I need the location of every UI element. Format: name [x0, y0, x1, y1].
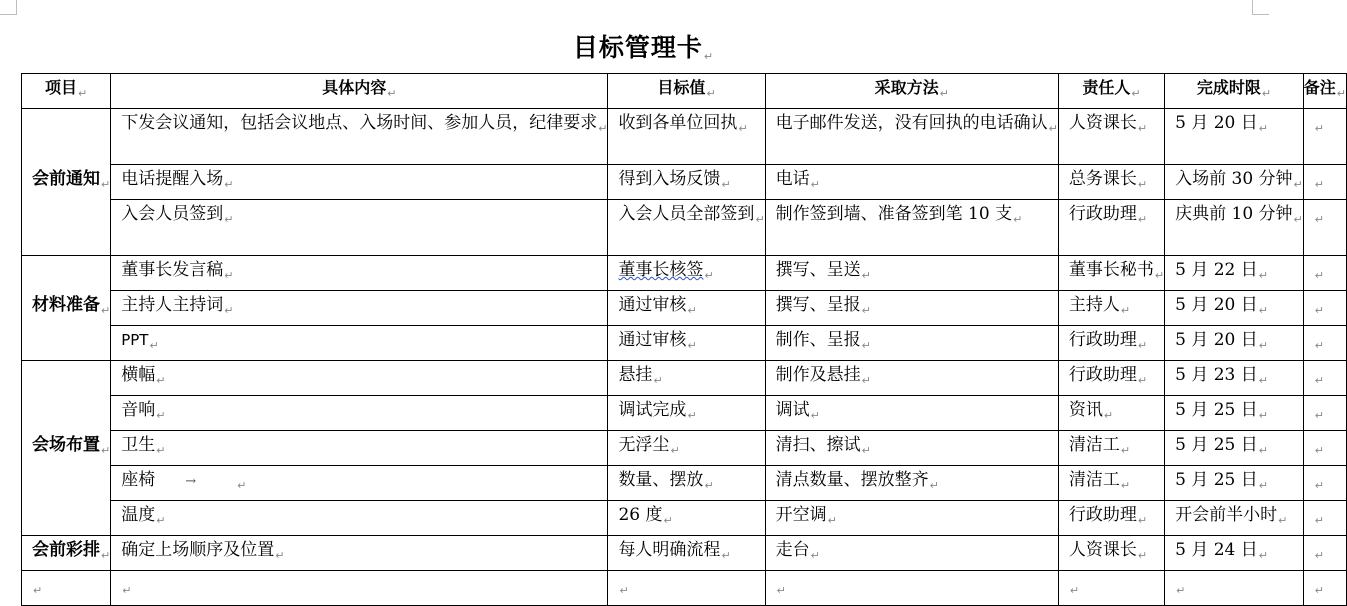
table-cell: 5 月 25 日$_↵$ — [1165, 396, 1304, 431]
table-cell: 开会前半小时$_↵$ — [1165, 501, 1304, 536]
table-cell: 通过审核$_↵$ — [608, 291, 765, 326]
table-cell: 主持人主持词$_↵$ — [111, 291, 608, 326]
table-cell: 得到入场反馈$_↵$ — [608, 165, 765, 200]
table-cell: 行政助理$_↵$ — [1058, 326, 1164, 361]
paragraph-mark-icon: ↵ — [703, 50, 715, 63]
document-title: 目标管理卡↵ — [572, 33, 715, 63]
table-cell: 26 度$_↵$ — [608, 501, 765, 536]
table-row — [22, 396, 1347, 431]
table-cell: 董事长发言稿$_↵$ — [111, 256, 608, 291]
table-cell: 行政助理$_↵$ — [1058, 501, 1164, 536]
table-cell: 庆典前 10 分钟$_↵$ — [1165, 200, 1304, 256]
header-cell: 责任人$_↵$ — [1058, 74, 1164, 109]
table-cell: 电子邮件发送，没有回执的电话确认$_↵$ — [765, 109, 1058, 165]
table-cell: 入会人员签到$_↵$ — [111, 200, 608, 256]
table-row — [22, 165, 1347, 200]
table-cell: 行政助理$_↵$ — [1058, 361, 1164, 396]
table-cell: ↵ — [22, 571, 111, 606]
table-row — [22, 466, 1347, 501]
table-cell: ↵ — [1303, 165, 1346, 200]
goal-management-table — [21, 73, 1347, 606]
table-cell: 无浮尘$_↵$ — [608, 431, 765, 466]
table-cell: 清洁工$_↵$ — [1058, 466, 1164, 501]
table-cell: ↵ — [111, 571, 608, 606]
tab-arrow-icon: → — [185, 474, 197, 489]
table-cell: 5 月 20 日$_↵$ — [1165, 109, 1304, 165]
table-cell: 5 月 24 日$_↵$ — [1165, 536, 1304, 571]
table-cell: 制作签到墙、准备签到笔 10 支$_↵$ — [765, 200, 1058, 256]
table-cell: 入场前 30 分钟$_↵$ — [1165, 165, 1304, 200]
table-cell: 温度$_↵$ — [111, 501, 608, 536]
section-label: 会前彩排$_↵$ — [22, 536, 111, 571]
table-cell: ↵ — [1303, 536, 1346, 571]
table-cell: 卫生$_↵$ — [111, 431, 608, 466]
header-cell: 项目$_↵$ — [22, 74, 111, 109]
table-cell: ↵ — [1303, 466, 1346, 501]
table-cell: 5 月 20 日$_↵$ — [1165, 326, 1304, 361]
table-cell: 人资课长$_↵$ — [1058, 109, 1164, 165]
table-row — [22, 109, 1347, 165]
table-cell: 制作及悬挂$_↵$ — [765, 361, 1058, 396]
table-cell: 人资课长$_↵$ — [1058, 536, 1164, 571]
table-cell: 清点数量、摆放整齐$_↵$ — [765, 466, 1058, 501]
table-cell: 数量、摆放$_↵$ — [608, 466, 765, 501]
table-cell: ↵ — [1303, 200, 1346, 256]
table-cell: ↵ — [1303, 361, 1346, 396]
table-cell: ↵ — [1303, 571, 1346, 606]
table-cell: ↵ — [1303, 396, 1346, 431]
table-cell: ↵ — [1165, 571, 1304, 606]
header-cell: 备注$_↵$ — [1303, 74, 1346, 109]
table-cell: 董事长秘书$_↵$ — [1058, 256, 1164, 291]
table-row — [22, 326, 1347, 361]
table-cell: 下发会议通知，包括会议地点、入场时间、参加人员，纪律要求$_↵$ — [111, 109, 608, 165]
table-cell: 电话提醒入场$_↵$ — [111, 165, 608, 200]
header-cell: 采取方法$_↵$ — [765, 74, 1058, 109]
spellcheck-underlined-text: 董事长核签 — [618, 260, 704, 280]
table-cell: ↵ — [1303, 256, 1346, 291]
table-cell: 调试完成$_↵$ — [608, 396, 765, 431]
header-cell: 目标值$_↵$ — [608, 74, 765, 109]
table-cell: 通过审核$_↵$ — [608, 326, 765, 361]
header-cell: 完成时限$_↵$ — [1165, 74, 1304, 109]
table-cell: ↵ — [765, 571, 1058, 606]
table-cell: 清洁工$_↵$ — [1058, 431, 1164, 466]
table-row — [22, 291, 1347, 326]
table-cell: 每人明确流程$_↵$ — [608, 536, 765, 571]
table-cell: ↵ — [1303, 326, 1346, 361]
section-label: 材料准备$_↵$ — [22, 256, 111, 361]
table-cell: 确定上场顺序及位置$_↵$ — [111, 536, 608, 571]
table-cell: 主持人$_↵$ — [1058, 291, 1164, 326]
table-cell: 总务课长$_↵$ — [1058, 165, 1164, 200]
table-cell: ↵ — [608, 571, 765, 606]
table-row — [22, 361, 1347, 396]
table-row — [22, 536, 1347, 571]
table-cell: 5 月 23 日$_↵$ — [1165, 361, 1304, 396]
table-cell: ↵ — [1303, 431, 1346, 466]
table-cell: 横幅$_↵$ — [111, 361, 608, 396]
table-row — [22, 431, 1347, 466]
table-cell: 悬挂$_↵$ — [608, 361, 765, 396]
header-row — [22, 74, 1347, 109]
table-cell: 电话$_↵$ — [765, 165, 1058, 200]
table-cell: 5 月 22 日$_↵$ — [1165, 256, 1304, 291]
table-cell: 撰写、呈送$_↵$ — [765, 256, 1058, 291]
table-cell: 座椅 → $_↵$ — [111, 466, 608, 501]
table-cell: 入会人员全部签到$_↵$ — [608, 200, 765, 256]
table-cell: 清扫、擦试$_↵$ — [765, 431, 1058, 466]
table-cell: 走台$_↵$ — [765, 536, 1058, 571]
table-cell: 5 月 25 日$_↵$ — [1165, 466, 1304, 501]
table-cell: ↵ — [1303, 291, 1346, 326]
table-cell: 制作、呈报$_↵$ — [765, 326, 1058, 361]
table-cell: ↵ — [1303, 109, 1346, 165]
table-row-empty — [22, 571, 1347, 606]
table-cell: 5 月 20 日$_↵$ — [1165, 291, 1304, 326]
table-cell: 开空调$_↵$ — [765, 501, 1058, 536]
table-cell: $PPT_↵$ — [111, 326, 608, 361]
table-cell: 董事长核签$_↵$ — [608, 256, 765, 291]
table-row — [22, 501, 1347, 536]
table-cell: ↵ — [1303, 501, 1346, 536]
table-row — [22, 200, 1347, 256]
table-cell: ↵ — [1058, 571, 1164, 606]
section-label: 会场布置$_↵$ — [22, 361, 111, 536]
crop-mark-top-right — [1252, 0, 1269, 15]
table-row — [22, 256, 1347, 291]
table-cell: 撰写、呈报$_↵$ — [765, 291, 1058, 326]
table-cell: 行政助理$_↵$ — [1058, 200, 1164, 256]
crop-mark-top-left — [0, 0, 17, 15]
table-cell: 5 月 25 日$_↵$ — [1165, 431, 1304, 466]
table-cell: 收到各单位回执$_↵$ — [608, 109, 765, 165]
table-cell: 调试$_↵$ — [765, 396, 1058, 431]
section-label: 会前通知$_↵$ — [22, 109, 111, 256]
table-cell: 音响$_↵$ — [111, 396, 608, 431]
header-cell: 具体内容$_↵$ — [111, 74, 608, 109]
table-cell: 资讯$_↵$ — [1058, 396, 1164, 431]
